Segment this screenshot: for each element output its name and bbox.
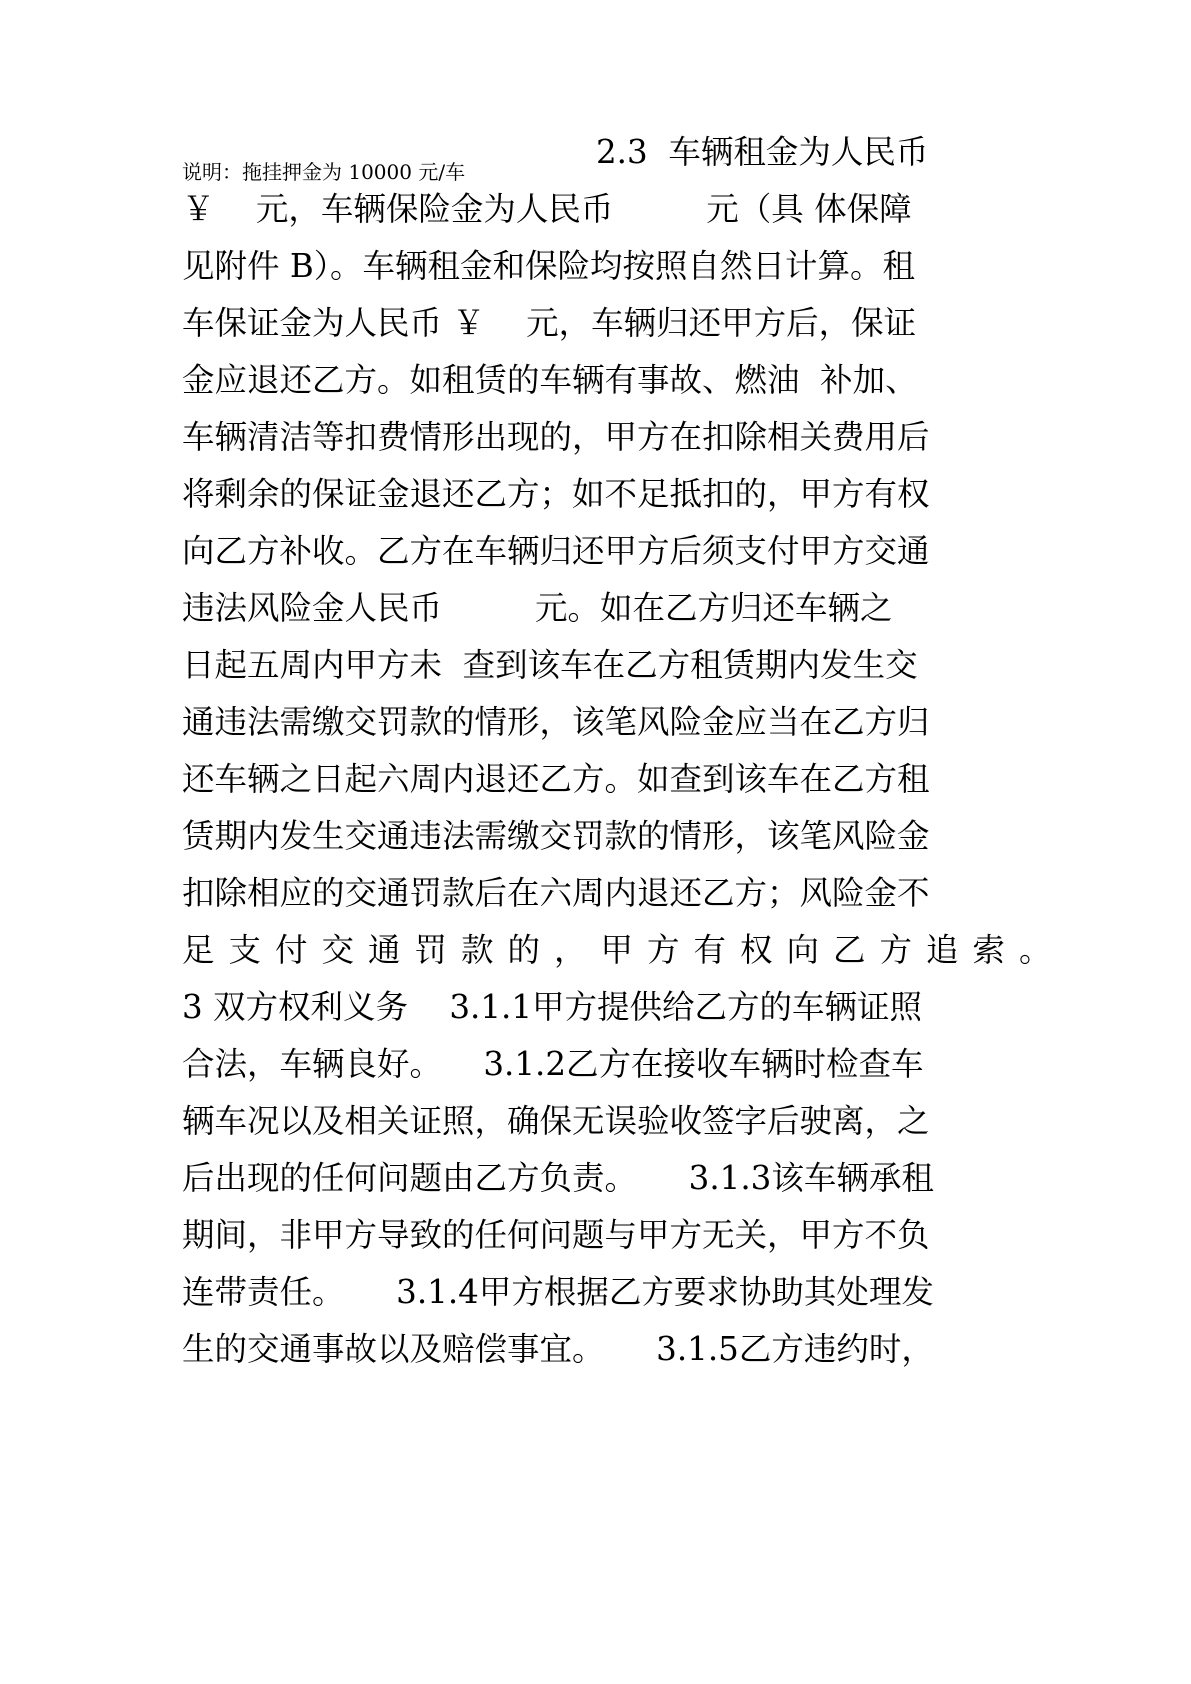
text-line: 车保证金为人民币 ￥ 元，车辆归还甲方后，保证 <box>182 304 917 342</box>
text-line: 3 双方权利义务 3.1.1甲方提供给乙方的车辆证照 <box>182 988 923 1026</box>
text-line: 违法风险金人民币 元。如在乙方归还车辆之 <box>182 589 893 627</box>
text-line: 见附件 B）。车辆租金和保险均按照自然日计算。租 <box>182 247 915 285</box>
text-line: 足支付交通罚款的，甲方有权向乙方追索。 <box>182 931 1066 969</box>
deposit-note: 说明：拖挂押金为 10000 元/车 <box>182 160 466 184</box>
text-line: 向乙方补收。乙方在车辆归还甲方后须支付甲方交通 <box>182 532 930 570</box>
text-line: 连带责任。 3.1.4甲方根据乙方要求协助其处理发 <box>182 1273 934 1311</box>
text-line: 生的交通事故以及赔偿事宜。 3.1.5乙方违约时， <box>182 1330 934 1368</box>
text-line: 辆车况以及相关证照，确保无误验收签字后驶离，之 <box>182 1102 930 1140</box>
text-line: 通违法需缴交罚款的情形，该笔风险金应当在乙方归 <box>182 703 930 741</box>
text-line: 将剩余的保证金退还乙方；如不足抵扣的，甲方有权 <box>182 475 930 513</box>
text-line: 还车辆之日起六周内退还乙方。如查到该车在乙方租 <box>182 760 930 798</box>
text-line: 扣除相应的交通罚款后在六周内退还乙方；风险金不 <box>182 874 930 912</box>
text-line: 日起五周内甲方未 查到该车在乙方租赁期内发生交 <box>182 646 918 684</box>
text-line: 2.3 车辆租金为人民币 <box>596 133 929 171</box>
text-line: 车辆清洁等扣费情形出现的，甲方在扣除相关费用后 <box>182 418 930 456</box>
text-line: 赁期内发生交通违法需缴交罚款的情形，该笔风险金 <box>182 817 930 855</box>
text-line: 金应退还乙方。如租赁的车辆有事故、燃油 补加、 <box>182 361 918 399</box>
text-line: ￥ 元，车辆保险金为人民币 元（具 体保障 <box>182 190 912 228</box>
text-line: 期间，非甲方导致的任何问题与甲方无关，甲方不负 <box>182 1216 930 1254</box>
text-line: 后出现的任何问题由乙方负责。 3.1.3该车辆承租 <box>182 1159 934 1197</box>
text-line: 合法，车辆良好。 3.1.2乙方在接收车辆时检查车 <box>182 1045 924 1083</box>
